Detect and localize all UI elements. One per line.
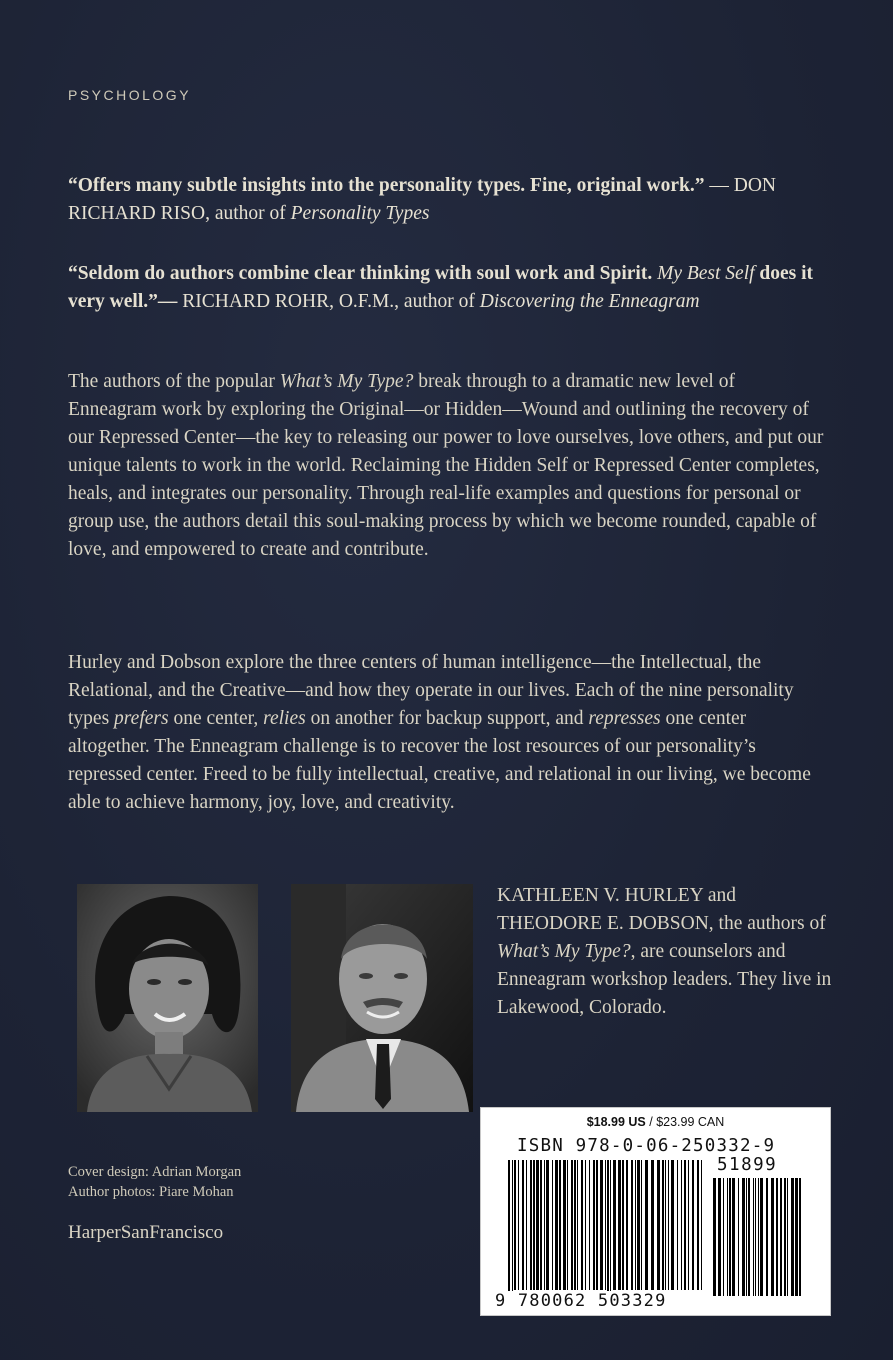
barcode-bar bbox=[622, 1160, 624, 1290]
quote-role: , author of bbox=[394, 291, 480, 312]
barcode-bar bbox=[526, 1160, 527, 1290]
addon-number: 51899 bbox=[717, 1155, 778, 1175]
barcode-bar bbox=[530, 1160, 532, 1290]
barcode-bar bbox=[600, 1160, 603, 1290]
barcode-bar bbox=[651, 1160, 654, 1290]
barcode-bar bbox=[607, 1160, 609, 1300]
cover-design-credit: Cover design: Adrian Morgan bbox=[68, 1164, 242, 1180]
quote-text-a: “Seldom do authors combine clear thinking with soul work and Spirit. bbox=[68, 263, 658, 284]
para2-text-b: one center, bbox=[168, 708, 264, 729]
barcode-bar bbox=[589, 1160, 590, 1290]
barcode-bar bbox=[540, 1160, 542, 1290]
quote-role: , author of bbox=[205, 203, 291, 224]
barcode-bar bbox=[645, 1160, 648, 1290]
isbn-number: ISBN 978-0-06-250332-9 bbox=[517, 1136, 776, 1156]
barcode-bar bbox=[732, 1178, 735, 1296]
barcode-bar bbox=[546, 1160, 549, 1290]
barcode-bar bbox=[791, 1178, 794, 1296]
barcode-bar bbox=[665, 1160, 666, 1290]
barcode-bar bbox=[780, 1178, 782, 1296]
barcode-bar bbox=[692, 1160, 694, 1290]
barcode-bar bbox=[755, 1178, 756, 1296]
para2-represses: represses bbox=[588, 708, 661, 729]
barcode-bar bbox=[618, 1160, 621, 1290]
barcode-bar bbox=[563, 1160, 566, 1290]
barcode-bar bbox=[596, 1160, 598, 1290]
price-can: / $23.99 CAN bbox=[645, 1115, 725, 1129]
barcode-bar bbox=[610, 1160, 611, 1300]
para2-text-c: on another for backup support, and bbox=[305, 708, 589, 729]
barcode-bar bbox=[713, 1178, 716, 1296]
barcode-bar bbox=[635, 1160, 636, 1290]
barcode-bar bbox=[552, 1160, 553, 1290]
barcode-bar bbox=[771, 1178, 774, 1296]
barcode-bar bbox=[631, 1160, 633, 1290]
barcode-bar bbox=[758, 1178, 759, 1296]
barcode-bar bbox=[581, 1160, 583, 1290]
barcode-bar bbox=[776, 1178, 778, 1296]
para1-book-title: What’s My Type? bbox=[279, 371, 414, 392]
barcode-bar bbox=[677, 1160, 678, 1290]
category-label: PSYCHOLOGY bbox=[68, 87, 192, 103]
barcode-bar bbox=[701, 1160, 702, 1290]
barcode-bar bbox=[571, 1160, 573, 1290]
quote-work-title: Discovering the Enneagram bbox=[479, 291, 700, 312]
author-photos-credit: Author photos: Piare Mohan bbox=[68, 1184, 234, 1200]
barcode-bar bbox=[559, 1160, 561, 1290]
bio-text-b: , are counselors and Enneagram workshop leaders. They live in Lakewood, Colorado. bbox=[497, 941, 832, 1018]
barcode-bar bbox=[671, 1160, 674, 1290]
barcode-bar bbox=[746, 1178, 747, 1296]
para2-relies: relies bbox=[263, 708, 306, 729]
endorsement-quote-2 bbox=[68, 260, 818, 316]
barcode-bar bbox=[766, 1178, 768, 1296]
ean-number: 9 780062 503329 bbox=[495, 1291, 667, 1311]
barcode-bar bbox=[657, 1160, 660, 1290]
price-label bbox=[481, 1115, 830, 1129]
quote-text: “Offers many subtle insights into the personality types. Fine, original work.” bbox=[68, 175, 705, 196]
barcode-bar bbox=[574, 1160, 576, 1290]
barcode-bar bbox=[605, 1160, 606, 1290]
quote-work-title: Personality Types bbox=[290, 203, 430, 224]
barcode-bar bbox=[729, 1178, 731, 1296]
author-bio bbox=[497, 882, 837, 1022]
para1-text-a: The authors of the popular bbox=[68, 371, 280, 392]
quote-dash: — bbox=[704, 175, 734, 196]
barcode-bar bbox=[799, 1178, 801, 1296]
barcode-bar bbox=[522, 1160, 524, 1290]
barcode-bar bbox=[784, 1178, 786, 1296]
barcode-bar bbox=[684, 1160, 686, 1290]
barcode-bar bbox=[508, 1160, 510, 1300]
barcode-bar bbox=[536, 1160, 539, 1290]
barcode-bar bbox=[681, 1160, 682, 1290]
barcode-bar bbox=[533, 1160, 535, 1290]
para1-text-b: break through to a dramatic new level of Enneagram work by exploring the Original—or Hidden—Wound and outlining the recovery of our Repressed Center—the key to releasing our power to love ourselves, love others, and put our unique talents to work in the world. Reclaiming the Hidden Self or Repressed Center completes, heals, and integrates our personality. Through real-life examples and questions for personal or group use, the authors detail this soul-making process by which we become rounded, capable of love, and empowered to create and contribute. bbox=[68, 371, 824, 560]
barcode-bar bbox=[512, 1160, 513, 1300]
description-paragraph-1 bbox=[68, 368, 828, 564]
barcode-bar bbox=[753, 1178, 754, 1296]
credits bbox=[68, 1162, 241, 1202]
barcode-bar bbox=[727, 1178, 728, 1296]
barcode-bar bbox=[514, 1160, 516, 1290]
barcode-bar bbox=[641, 1160, 642, 1290]
bio-book-title: What’s My Type? bbox=[497, 941, 631, 962]
barcode-panel bbox=[480, 1107, 831, 1316]
barcode-bar bbox=[718, 1178, 721, 1296]
quote-author: RICHARD ROHR, O.F.M. bbox=[182, 291, 395, 312]
barcode-bar bbox=[742, 1178, 745, 1296]
barcode-bar bbox=[668, 1160, 669, 1290]
description-paragraph-2 bbox=[68, 649, 828, 817]
author-photo-dobson bbox=[291, 884, 473, 1112]
barcode-bar bbox=[723, 1178, 724, 1296]
para2-text-d: one center altogether. The Enneagram challenge is to recover the lost resources of our personality’s repressed center. Freed to be fully intellectual, creative, and relational in our living, we become able to achieve harmony, joy, love, and creativity. bbox=[68, 708, 811, 813]
quote-author: DON RICHARD RISO bbox=[68, 175, 776, 224]
barcode-bar bbox=[593, 1160, 595, 1290]
barcode-bar bbox=[613, 1160, 616, 1290]
barcode-bar bbox=[555, 1160, 558, 1290]
quote-dash: — bbox=[157, 291, 183, 312]
quote-book-title: My Best Self bbox=[657, 263, 755, 284]
para2-text-a: Hurley and Dobson explore the three centers of human intelligence—the Intellectual, the Relational, and the Creative—and how they operate in our lives. Each of the nine personality types bbox=[68, 652, 794, 729]
barcode-bar bbox=[738, 1178, 739, 1296]
barcode-bar bbox=[577, 1160, 578, 1290]
barcode-bar bbox=[795, 1178, 798, 1296]
endorsement-quote-1 bbox=[68, 172, 818, 228]
barcode-bar bbox=[697, 1160, 699, 1290]
barcode-bar bbox=[662, 1160, 664, 1290]
barcode-bar bbox=[787, 1178, 788, 1296]
barcode-bar bbox=[626, 1160, 628, 1290]
barcode-bar bbox=[518, 1160, 519, 1290]
barcode-bar bbox=[748, 1178, 750, 1296]
quote-text-b: does it very well.” bbox=[68, 263, 814, 312]
addon-barcode bbox=[713, 1178, 808, 1296]
author-photo-hurley bbox=[77, 884, 258, 1112]
barcode-bar bbox=[544, 1160, 545, 1290]
barcode-bar bbox=[688, 1160, 689, 1290]
para2-prefers: prefers bbox=[114, 708, 169, 729]
barcode-bar bbox=[637, 1160, 640, 1290]
barcode-bar bbox=[585, 1160, 586, 1290]
publisher-name: HarperSanFrancisco bbox=[68, 1222, 224, 1243]
barcode-bar bbox=[760, 1178, 763, 1296]
barcode-bar bbox=[567, 1160, 568, 1290]
price-us: $18.99 US bbox=[586, 1115, 646, 1129]
bio-text-a: KATHLEEN V. HURLEY and THEODORE E. DOBSON, the authors of bbox=[497, 885, 826, 934]
ean-barcode bbox=[508, 1160, 708, 1300]
